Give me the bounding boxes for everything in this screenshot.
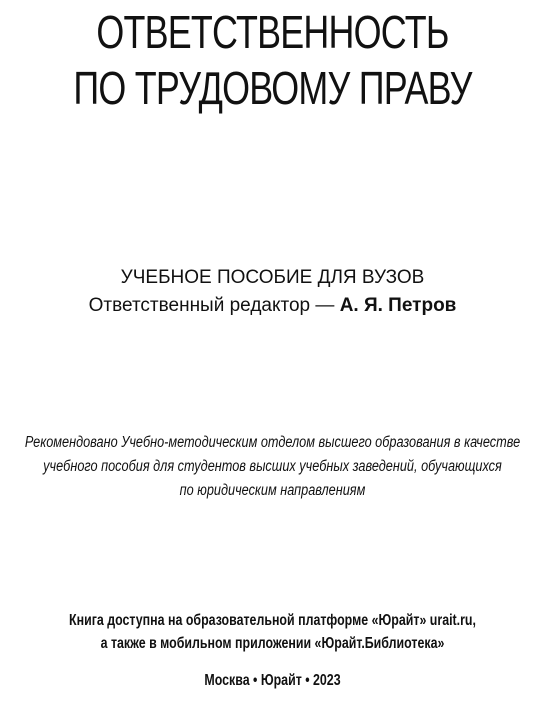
editor-line bbox=[0, 292, 545, 320]
availability-line-1: Книга доступна на образовательной платформе «Юрайт» urait.ru, bbox=[69, 612, 476, 629]
recommendation-line-3: по юридическим направлениям bbox=[179, 482, 366, 499]
recommendation-line-1: Рекомендовано Учебно-методическим отделом высшего образования в качестве bbox=[24, 434, 521, 451]
availability-line-2: а также в мобильном приложении «Юрайт.Библиотека» bbox=[100, 635, 445, 652]
book-subtitle bbox=[0, 264, 545, 320]
editor-name: А. Я. Петров bbox=[339, 295, 457, 316]
editor-label: Ответственный редактор — bbox=[88, 295, 340, 316]
book-title-line-1: ОТВЕТСТВЕННОСТЬ bbox=[96, 6, 449, 58]
publisher-imprint: Москва • Юрайт • 2023 bbox=[204, 672, 341, 689]
recommendation-text bbox=[24, 431, 520, 503]
book-title bbox=[60, 4, 485, 116]
recommendation-line-2: учебного пособия для студентов высших учебных заведений, обучающихся bbox=[43, 458, 502, 475]
book-title-line-2: ПО ТРУДОВОМУ ПРАВУ bbox=[73, 62, 472, 114]
availability-notice bbox=[31, 609, 515, 655]
book-type: УЧЕБНОЕ ПОСОБИЕ ДЛЯ ВУЗОВ bbox=[120, 267, 425, 288]
